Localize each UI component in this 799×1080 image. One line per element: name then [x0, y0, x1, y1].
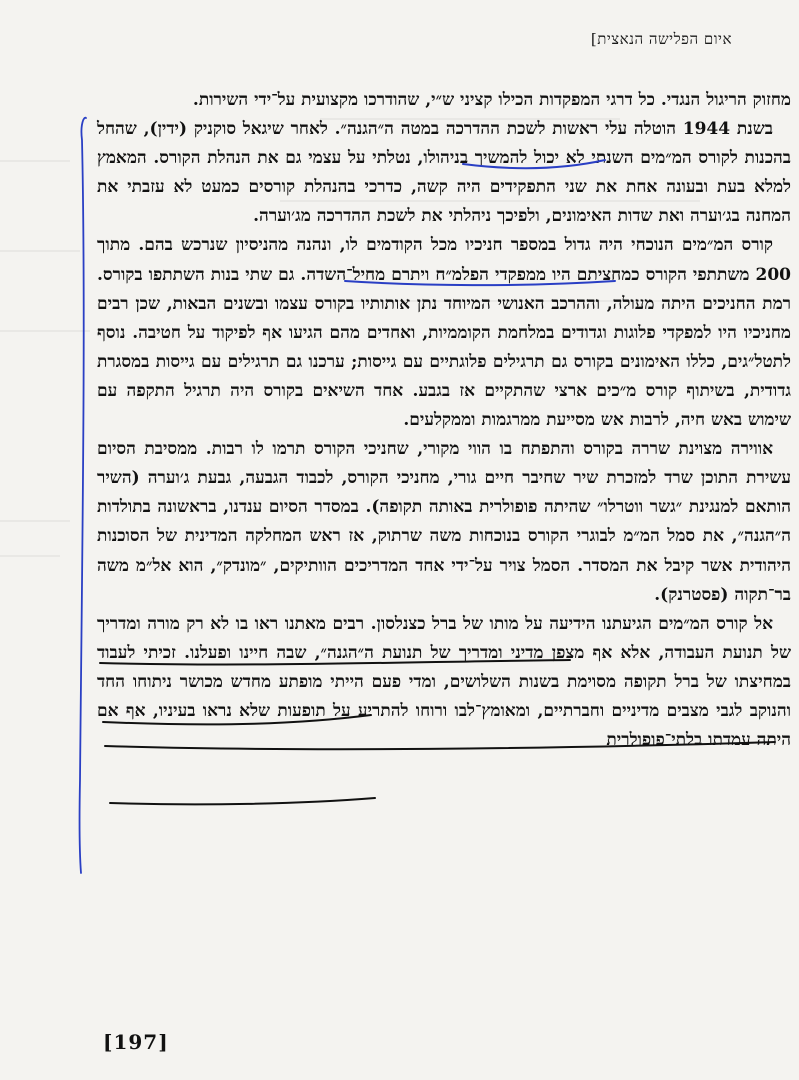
- page-number: [197]: [103, 1030, 169, 1054]
- body-text: [97, 86, 791, 755]
- paragraph-4: אווירה מצוינת שררה בקורס והתפתח בו הווי מקורי, שחניכי הקורס תרמו לו רבות. ממסיבת הסיום עשירת התוכן שרד למזכרת שיר שחיבר חיים גורי, מחניכי הקורס, לכבוד הגבעה, גבעת ג׳וערה (השיר הותאם למנגינת ״גשר ווטרלו״ שהיתה פופולרית באותה תקופה). במסדר הסיום ענדנו, בראשונה בתולדות ה״הגנה״, את סמל המ״מ לבוגרי הקורס בנוכחות משה שרתוק, אז ראש המחלקה המדינית של הסוכנות היהודית אשר קיבל את המסדר. הסמל צויר על־ידי אחד המדריכים הוותיקים, ״מונדק״, הוא אל״מ משה בר־תקוה (פסטרנק).: [97, 439, 791, 605]
- paragraph-2: בשנת 1944 הוטלה עלי ראשות לשכת ההדרכה במטה ה״הגנה״. לאחר שיגאל סוקניק (ידין), שהחל בהכנות לקורס המ״מים השנתי לא יכול להמשיך בניהולו, נטלתי על עצמי גם את הנהלת הקורס. המאמץ למלא בעת ובעונה אחת את שני התפקידים היה קשה, כדרכי בהנהלת קורסים כמעט לא עזבתי את המחנה בג׳וערה ואת שדות האימונים, ולפיכך ניהלתי את לשכת ההדרכה מג׳וערה.: [97, 119, 791, 227]
- running-head: איום הפלישה הנאצית]: [590, 30, 732, 48]
- margin-bracket-line: [80, 118, 86, 873]
- underline-symbol-2: [110, 798, 375, 804]
- paragraph-5: אל קורס המ״מים הגיעתנו הידיעה על מותו של ברל כצנלסון. רבים מאתנו ראו בו לא רק מורה ומדריך של תנועת העבודה, אלא אף מצפן מדיני ומדריך של תנועת ה״הגנה״, שבה חיינו ופעלנו. זכיתי לעבוד במחיצתו של ברל תקופה מסוימת בשנות השלושים, ומדי פעם הייתי מופתע מחדש מכושר ניתוחו החד והנוקב לגבי מצבים מדיניים וחברתיים, ומאומץ־לבו ורוחו להתריע על תופעות שלא נראו בעיניו, אף אם היתה עמדתו בלתי־פופולרית: [97, 613, 791, 751]
- paragraph-3: קורס המ״מים הנוכחי היה גדול במספר חניכיו מכל הקודמים לו, ונהנה מהניסיון שנרכש בהם. מתוך 200 משתתפי הקורס כמחציתם היו ממפקדי הפלמ״ח ויתרם מחיל־השדה. גם שתי בנות השתתפו בקורס. רמת החניכים היתה מעולה, וההרכב האנושי המיוחד נתן אותותיו בקורס עצמו ובשנים הבאות, שכן רבים מחניכיו היו למפקדי פלוגות וגדודים במלחמת הקוממיות, ואחדים מהם הגיעו אף לפיקוד על חטיבה. נוסף לתטל״גים, כללו האימונים בקורס גם תרגילים פלוגתיים עם גייסות; ערכנו גם תרגילים עם גייסות במסגרת גדודית, בשיתוף קורס מ״כים ארצי שהתקיים אז בגבע. אחד השיאים בקורס היה תרגיל התקפה עם שימוש באש חיה, לרבות אש מסייעת ממרגמות וממקלעים.: [97, 235, 791, 431]
- paragraph-1: מחזוק הריגול הנגדי. כל דרגי המפקדות הכילו קציני ש״י, שהודרכו מקצועית על־ידי השירות.: [192, 90, 791, 110]
